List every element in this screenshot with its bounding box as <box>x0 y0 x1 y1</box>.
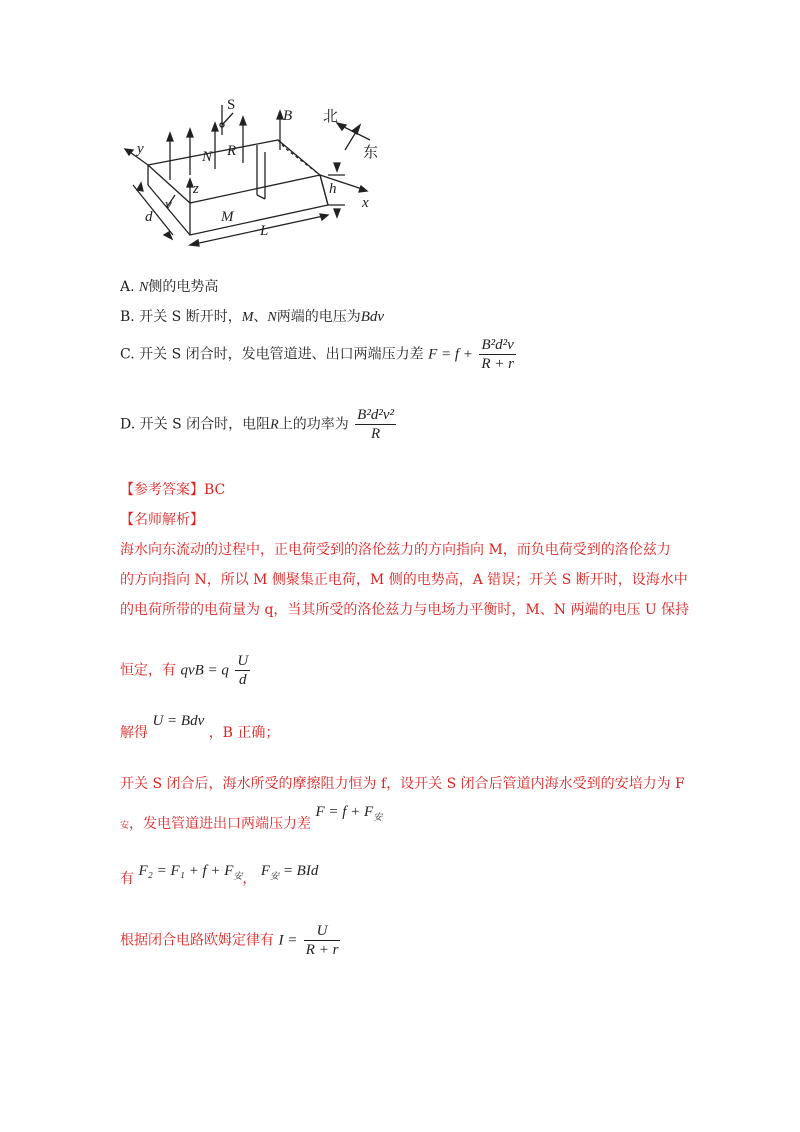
option-d-text-post: 上的功率为 <box>278 416 349 433</box>
analysis-p7-sub: 安 <box>120 821 130 831</box>
option-b <box>120 306 384 326</box>
analysis-p9-den: R + r <box>305 942 339 958</box>
analysis-p7-expr-sub: 安 <box>373 812 383 822</box>
option-a-text: 侧的电势高 <box>148 279 219 295</box>
analysis-p5-expr: U = Bdv <box>152 713 205 729</box>
option-a-var: N <box>139 280 149 295</box>
analysis-p5-text: 解得 <box>120 725 148 741</box>
analysis-p8-math <box>138 863 242 879</box>
analysis-p7-math <box>315 804 382 820</box>
analysis-p4-lhs: qvB = q <box>180 662 229 679</box>
option-a-label: A. <box>120 279 135 295</box>
option-b-sep: 、 <box>253 309 268 325</box>
analysis-p9-lhs: I = <box>278 932 298 949</box>
box-front-outline <box>190 175 328 235</box>
option-b-var2: N <box>267 310 277 325</box>
analysis-tag: 【名师解析】 <box>120 512 204 528</box>
analysis-p8-text: 有 <box>120 871 134 887</box>
analysis-p3: 的电荷所带的电荷量为 q，当其所受的洛伦兹力与电场力平衡时，M、N 两端的电压 U 保持 <box>120 602 690 618</box>
analysis-p1: 海水向东流动的过程中，正电荷受到的洛伦兹力的方向指向 M，而负电荷受到的洛伦兹力 <box>120 542 671 558</box>
option-b-expr: Bdv <box>360 309 385 325</box>
analysis-p7-expr: F = f + F <box>315 804 374 820</box>
label-v: v <box>165 197 172 213</box>
analysis-p4-num: U <box>237 653 249 669</box>
analysis-p4 <box>120 652 252 689</box>
option-a <box>120 276 218 296</box>
pipe-diagram-svg <box>115 95 395 255</box>
option-d-var: R <box>270 417 279 433</box>
analysis-p7 <box>120 804 383 835</box>
analysis-p8-expr2-post: = BId <box>279 863 319 879</box>
option-d <box>120 406 398 443</box>
option-b-var1: M <box>241 310 254 325</box>
analysis-p5 <box>120 713 280 742</box>
analysis-p4-den: d <box>239 672 247 688</box>
analysis-p9-fraction <box>304 922 341 959</box>
analysis-p5-post: ，B 正确； <box>208 725 280 741</box>
option-c-num: B²d²v <box>479 336 516 355</box>
label-S: S <box>227 97 236 113</box>
analysis-p4-fraction <box>235 652 250 689</box>
analysis-p8-expr2-sub: 安 <box>270 871 280 881</box>
label-z: z <box>193 181 199 197</box>
label-north: 北 <box>323 109 339 125</box>
label-L: L <box>260 223 269 239</box>
option-b-text-pre: 开关 S 断开时， <box>139 309 242 325</box>
analysis-p9-text: 根据闭合电路欧姆定律有 <box>120 932 274 949</box>
analysis-p2: 的方向指向 N，所以 M 侧聚集正电荷，M 侧的电势高，A 错误；开关 S 断开时，设海水中 <box>120 572 688 588</box>
analysis-p8-expr2: F <box>260 863 271 879</box>
label-y: y <box>137 141 144 157</box>
analysis-p9 <box>120 922 342 959</box>
physics-diagram <box>115 95 395 255</box>
label-h: h <box>329 181 337 197</box>
analysis-p6: 开关 S 闭合后，海水所受的摩擦阻力恒为 f，设开关 S 闭合后管道内海水受到的安培力为 F <box>120 776 685 792</box>
answer-line <box>120 479 225 499</box>
option-b-label: B. <box>120 309 135 325</box>
option-d-den: R <box>370 426 381 442</box>
option-d-text-pre: 开关 S 闭合时，电阻 <box>139 416 271 433</box>
option-d-num: B²d²v² <box>357 407 394 423</box>
label-d: d <box>145 209 153 225</box>
label-R: R <box>227 143 237 159</box>
option-c-den: R + r <box>481 356 514 372</box>
analysis-p8-expr: F₂ = F₁ + f + F <box>138 863 234 879</box>
option-c-lhs: F = f + <box>428 346 473 363</box>
label-N: N <box>202 149 213 165</box>
option-c-fraction <box>479 336 516 373</box>
label-x: x <box>362 195 369 211</box>
option-b-text-post: 两端的电压为 <box>276 309 361 325</box>
label-M: M <box>221 209 234 225</box>
analysis-p4-text: 恒定，有 <box>120 662 176 679</box>
analysis-p8 <box>120 863 319 890</box>
option-d-fraction <box>355 406 396 443</box>
label-east: 东 <box>363 145 379 161</box>
answer-tag: 【参考答案】 <box>120 482 204 498</box>
analysis-p8-math2 <box>261 863 318 879</box>
option-d-label: D. <box>120 416 136 433</box>
option-c <box>120 336 518 373</box>
analysis-p8-sub: 安 <box>233 871 243 881</box>
answer-value: BC <box>204 482 226 498</box>
option-c-label: C. <box>120 346 135 363</box>
label-B: B <box>283 108 293 124</box>
analysis-p8-sep: ， <box>242 871 257 887</box>
analysis-p7-text: ，发电管道进出口两端压力差 <box>129 816 312 832</box>
option-c-text: 开关 S 闭合时，发电管道进、出口两端压力差 <box>139 346 424 363</box>
analysis-p9-num: U <box>304 922 341 941</box>
